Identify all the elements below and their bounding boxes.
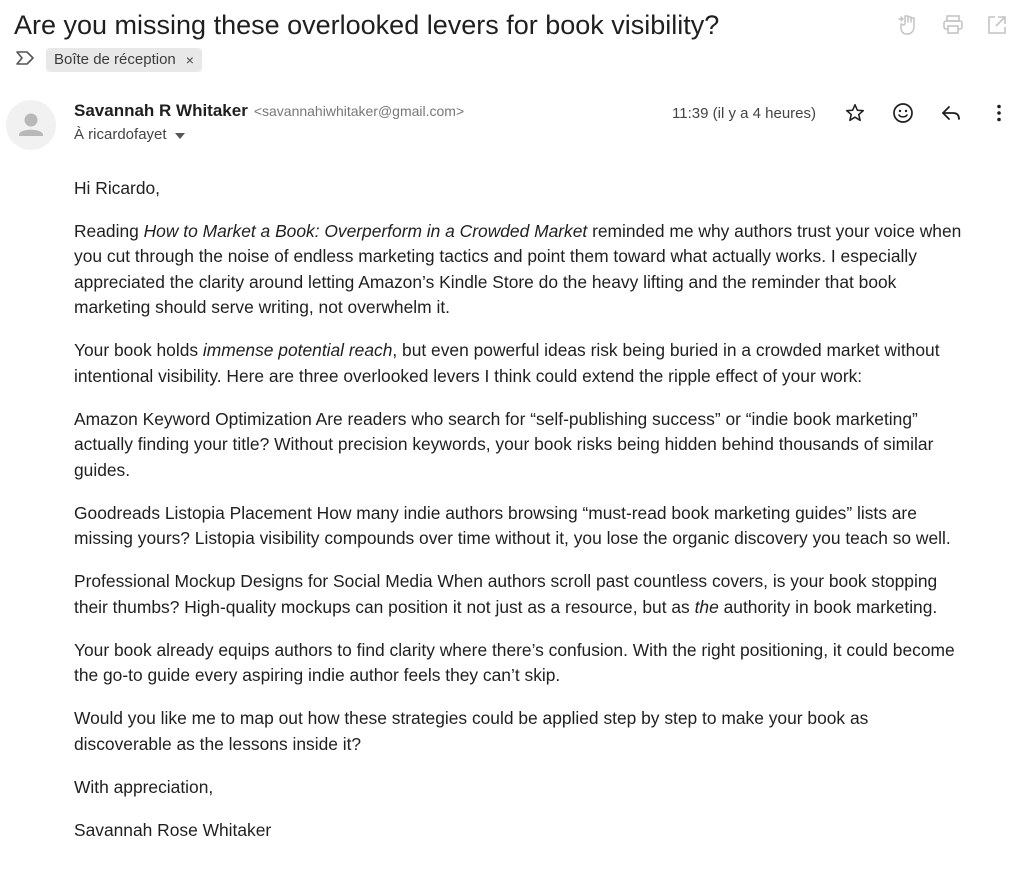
sender-name[interactable]: Savannah R Whitaker xyxy=(74,101,248,120)
paragraph-listopia: Goodreads Listopia Placement How many indie authors browsing “must-read book marketing guides” lists are missing yours? Listopia visibility compounds over time without it, you lose the organic discovery you teach so well. xyxy=(74,502,951,548)
subject-row xyxy=(14,6,884,46)
star-icon[interactable] xyxy=(842,100,868,126)
signature: Savannah Rose Whitaker xyxy=(74,819,272,840)
top-toolbar xyxy=(896,12,1010,38)
paragraph-positioning: Your book already equips authors to find clarity where there’s confusion. With the right positioning, it could become the go-to guide every aspiring indie author feels they can’t skip. xyxy=(74,639,955,685)
emphasis-reach: immense potential reach xyxy=(202,340,393,360)
timestamp: 11:39 (il y a 4 heures) xyxy=(672,104,816,122)
paragraph-mockups: Professional Mockup Designs for Social Media When authors scroll past countless covers, is your book stopping their thumbs? High-quality mockups can position it not just as a resource, but as the authority in book marketing. xyxy=(74,571,938,617)
book-title: How to Market a Book: Overperform in a Crowded Market xyxy=(143,220,588,241)
labels-row xyxy=(14,48,202,72)
emoji-icon[interactable] xyxy=(890,100,916,126)
paragraph-potential: Your book holds immense potential reach, but even powerful ideas risk being buried in a crowded market without intentional visibility. Here are three overlooked levers I think could extend the ripple effect of your work: xyxy=(74,340,940,386)
open-new-window-icon[interactable] xyxy=(984,12,1010,38)
message-actions xyxy=(672,100,1012,126)
greeting: Hi Ricardo, xyxy=(74,178,161,198)
recipient-text: À ricardofayet xyxy=(74,126,167,143)
closing: With appreciation, xyxy=(74,776,214,797)
email-body xyxy=(74,176,964,861)
sender-block xyxy=(74,101,464,143)
person-avatar-icon xyxy=(6,100,56,150)
email-subject: Are you missing these overlooked levers for book visibility? xyxy=(14,10,720,40)
reply-icon[interactable] xyxy=(938,100,964,126)
label-arrow-icon xyxy=(14,49,36,72)
remove-label-button[interactable]: × xyxy=(185,52,194,68)
print-icon[interactable] xyxy=(940,12,966,38)
chevron-down-icon[interactable] xyxy=(175,133,185,139)
paragraph-question: Would you like me to map out how these strategies could be applied step by step to make your book as discoverable as the lessons inside it? xyxy=(74,708,869,754)
paragraph-keywords: Amazon Keyword Optimization Are readers who search for “self-publishing success” or “indie book marketing” actually finding your title? Without precision keywords, your book risks being hidden behind thousands of similar guides. xyxy=(74,408,934,480)
paragraph-intro: Reading How to Market a Book: Overperform in a Crowded Market reminded me why authors trust your voice when you cut through the noise of endless marketing tactics and point them toward what actually works. I especially appreciated the clarity around letting Amazon’s Kindle Store do the heavy lifting and the reminder that book marketing should serve writing, not overwhelm it. xyxy=(74,220,962,317)
emphasis-the: the xyxy=(694,596,719,617)
more-vert-icon[interactable] xyxy=(986,100,1012,126)
inbox-label-chip[interactable] xyxy=(46,48,202,72)
move-to-icon[interactable] xyxy=(896,12,922,38)
sender-email: <savannahiwhitaker@gmail.com> xyxy=(253,103,465,119)
label-text: Boîte de réception xyxy=(54,51,176,68)
recipient-line[interactable] xyxy=(74,126,464,143)
